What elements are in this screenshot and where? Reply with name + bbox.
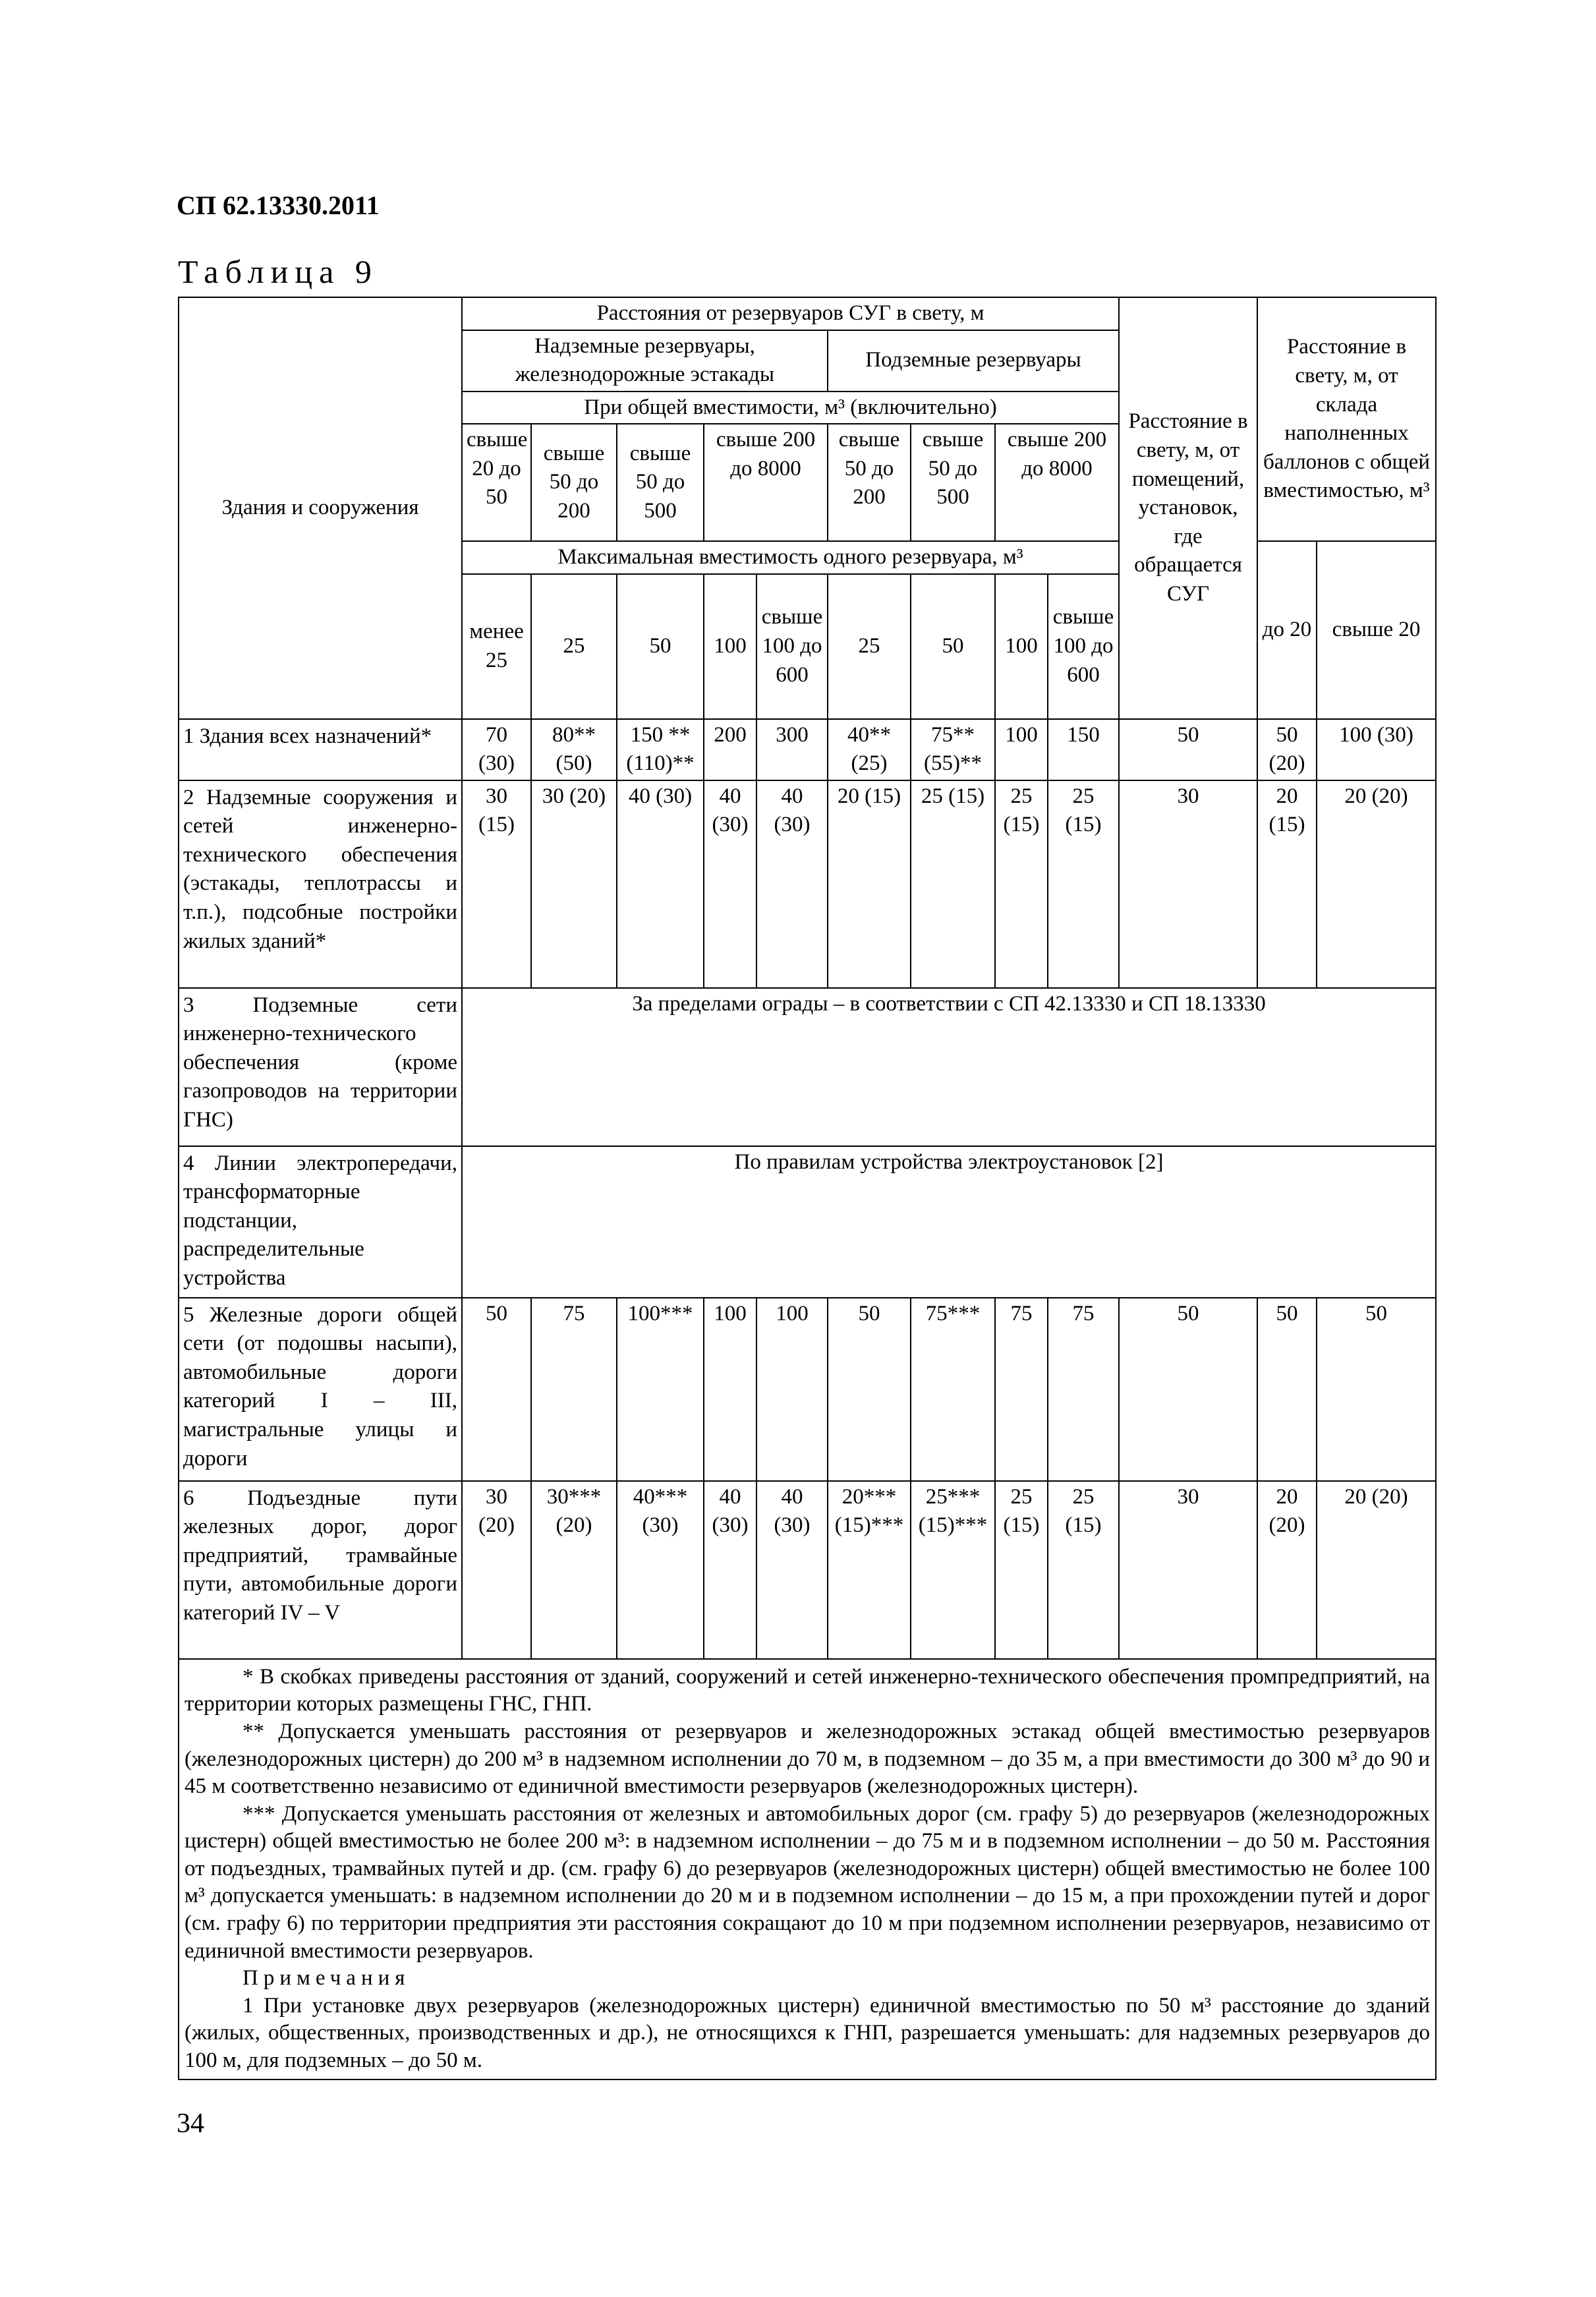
single-cap-cell: 25 [828, 574, 911, 719]
document-code: СП 62.13330.2011 [177, 190, 380, 220]
single-cap-cell: 100 [704, 574, 756, 719]
value-cell: 100 [995, 719, 1048, 780]
table-title: Таблица 9 [178, 253, 378, 290]
value-cell: 50 [828, 1298, 911, 1481]
table-row [179, 1298, 1436, 1481]
cap-range-cell: свыше 50 до 500 [911, 424, 995, 541]
value-cell: 30 [1119, 780, 1257, 988]
value-cell: 30 (20) [462, 1481, 531, 1659]
table-row [179, 780, 1436, 988]
value-cell: 30 [1119, 1481, 1257, 1659]
value-cell: 30*** (20) [531, 1481, 617, 1659]
warehouse-cap-cell: свыше 20 [1317, 541, 1436, 719]
value-cell: 40 (30) [756, 780, 828, 988]
value-cell: 100 (30) [1317, 719, 1436, 780]
value-cell: 20 (15) [828, 780, 911, 988]
single-cap-cell: менее 25 [462, 574, 531, 719]
note-1: * В скобках приведены расстояния от зданий, сооружений и сетей инженерно-технического обеспечения промпредприятий, на территории которых размещены ГНС, ГНП. [185, 1664, 1431, 1716]
table-row [179, 1481, 1436, 1659]
value-cell: 40*** (30) [617, 1481, 704, 1659]
note-3: *** Допускается уменьшать расстояния от железных и автомобильных дорог (см. графу 5) до резервуаров (железнодорожных цистерн) общей вместимостью не более 200 м³: в надземном исполнении – до 75 м и в подземном исполнении – до 50 м. Расстояния от подъездных, трамвайных путей и др. (см. графу 6) до резервуаров (железнодорожных цистерн) общей вместимостью не более 100 м³ допускается уменьшать: в надземном исполнении до 20 м и в подземном исполнении – до 15 м, а при прохождении путей и дорог (см. графу 6) по территории предприятия эти расстояния сокращают до 10 м при подземном исполнении резервуаров, независимо от единичной вместимости резервуаров. [185, 1801, 1431, 1963]
notes-title: Примечания [242, 1966, 411, 1991]
value-cell: 50 [462, 1298, 531, 1481]
cap-range-cell: свыше 50 до 200 [828, 424, 911, 541]
single-cap-cell: 50 [617, 574, 704, 719]
value-cell: 150 ** (110)** [617, 719, 704, 780]
table-row [179, 719, 1436, 780]
single-cap-cell: 25 [531, 574, 617, 719]
value-cell: 20 (20) [1317, 1481, 1436, 1659]
header-above-ground: Надземные резервуары, железнодорожные эстакады [462, 330, 828, 392]
value-cell: 80** (50) [531, 719, 617, 780]
single-cap-cell: 100 [995, 574, 1048, 719]
value-cell: 25 (15) [995, 780, 1048, 988]
row-name: 6 Подъездные пути железных дорог, дорог предприятий, трамвайные пути, автомобильные дороги категорий IV – V [179, 1481, 462, 1659]
single-cap-cell: 50 [911, 574, 995, 719]
value-cell: 75 [1048, 1298, 1119, 1481]
value-cell: 25 (15) [995, 1481, 1048, 1659]
value-cell: 100 [756, 1298, 828, 1481]
value-cell: 20*** (15)*** [828, 1481, 911, 1659]
value-cell: 30 (15) [462, 780, 531, 988]
header-distances: Расстояния от резервуаров СУГ в свету, м [462, 297, 1119, 330]
value-cell: 25 (15) [1048, 1481, 1119, 1659]
span-note: За пределами ограды – в соответствии с СП 42.13330 и СП 18.13330 [462, 988, 1436, 1146]
row-name: 2 Надземные сооружения и сетей инженерно-технического обеспечения (эстакады, теплотрассы и т.п.), подсобные постройки жилых зданий* [179, 780, 462, 988]
cap-range-cell: свыше 200 до 8000 [704, 424, 828, 541]
value-cell: 30 (20) [531, 780, 617, 988]
header-max-single: Максимальная вместимость одного резервуара, м³ [462, 541, 1119, 574]
span-note: По правилам устройства электроустановок [2] [462, 1146, 1436, 1298]
header-premises: Расстояние в свету, м, от помещений, установок, где обращается СУГ [1119, 297, 1257, 719]
row-name: 4 Линии электропередачи, трансформаторные подстанции, распределительные устройства [179, 1146, 462, 1298]
row-name: 3 Подземные сети инженерно-технического обеспечения (кроме газопроводов на территории ГНС) [179, 988, 462, 1146]
value-cell: 40 (30) [617, 780, 704, 988]
value-cell: 100*** [617, 1298, 704, 1481]
single-cap-cell: свыше 100 до 600 [1048, 574, 1119, 719]
header-total-capacity: При общей вместимости, м³ (включительно) [462, 392, 1119, 424]
value-cell: 200 [704, 719, 756, 780]
distances-table [178, 297, 1437, 2080]
value-cell: 75 [531, 1298, 617, 1481]
value-cell: 50 [1257, 1298, 1317, 1481]
value-cell: 50 [1119, 719, 1257, 780]
value-cell: 25 (15) [1048, 780, 1119, 988]
value-cell: 40 (30) [704, 1481, 756, 1659]
table-row [179, 1146, 1436, 1298]
value-cell: 100 [704, 1298, 756, 1481]
cap-range-cell: свыше 20 до 50 [462, 424, 531, 541]
value-cell: 50 (20) [1257, 719, 1317, 780]
value-cell: 20 (20) [1317, 780, 1436, 988]
single-cap-cell: свыше 100 до 600 [756, 574, 828, 719]
value-cell: 50 [1317, 1298, 1436, 1481]
value-cell: 40** (25) [828, 719, 911, 780]
notes-row [179, 1659, 1436, 2079]
header-underground: Подземные резервуары [828, 330, 1119, 392]
value-cell: 20 (15) [1257, 780, 1317, 988]
value-cell: 70 (30) [462, 719, 531, 780]
value-cell: 50 [1119, 1298, 1257, 1481]
value-cell: 150 [1048, 719, 1119, 780]
page-number: 34 [177, 2108, 204, 2139]
cap-range-cell: свыше 200 до 8000 [995, 424, 1119, 541]
row-name: 1 Здания всех назначений* [179, 719, 462, 780]
warehouse-cap-cell: до 20 [1257, 541, 1317, 719]
value-cell: 25 (15) [911, 780, 995, 988]
value-cell: 75** (55)** [911, 719, 995, 780]
row-name: 5 Железные дороги общей сети (от подошвы насыпи), автомобильные дороги категорий I – III, магистральные улицы и дороги [179, 1298, 462, 1481]
cap-range-cell: свыше 50 до 500 [617, 424, 704, 541]
value-cell: 75 [995, 1298, 1048, 1481]
cap-range-cell: свыше 50 до 200 [531, 424, 617, 541]
value-cell: 300 [756, 719, 828, 780]
value-cell: 40 (30) [756, 1481, 828, 1659]
table-row [179, 988, 1436, 1146]
note-2: ** Допускается уменьшать расстояния от резервуаров и железнодорожных эстакад общей вместимостью резервуаров (железнодорожных цистерн) до 200 м³ в надземном исполнении до 70 м, в подземном – до 35 м, а при вместимости до 300 м³ до 90 и 45 м соответственно независимо от единичной вместимости резервуаров (железнодорожных цистерн). [185, 1719, 1431, 1799]
value-cell: 75*** [911, 1298, 995, 1481]
header-warehouse: Расстояние в свету, м, от склада наполненных баллонов с общей вместимостью, м³ [1257, 297, 1436, 541]
note-4: 1 При установке двух резервуаров (железнодорожных цистерн) единичной вместимостью по 50 м³ расстояние до зданий (жилых, общественных, производственных и др.), не относящихся к ГНП, разрешается уменьшать: для надземных резервуаров до 100 м, для подземных – до 50 м. [185, 1993, 1431, 2072]
value-cell: 25*** (15)*** [911, 1481, 995, 1659]
notes [179, 1659, 1436, 2079]
header-buildings: Здания и сооружения [179, 297, 462, 719]
value-cell: 20 (20) [1257, 1481, 1317, 1659]
value-cell: 40 (30) [704, 780, 756, 988]
